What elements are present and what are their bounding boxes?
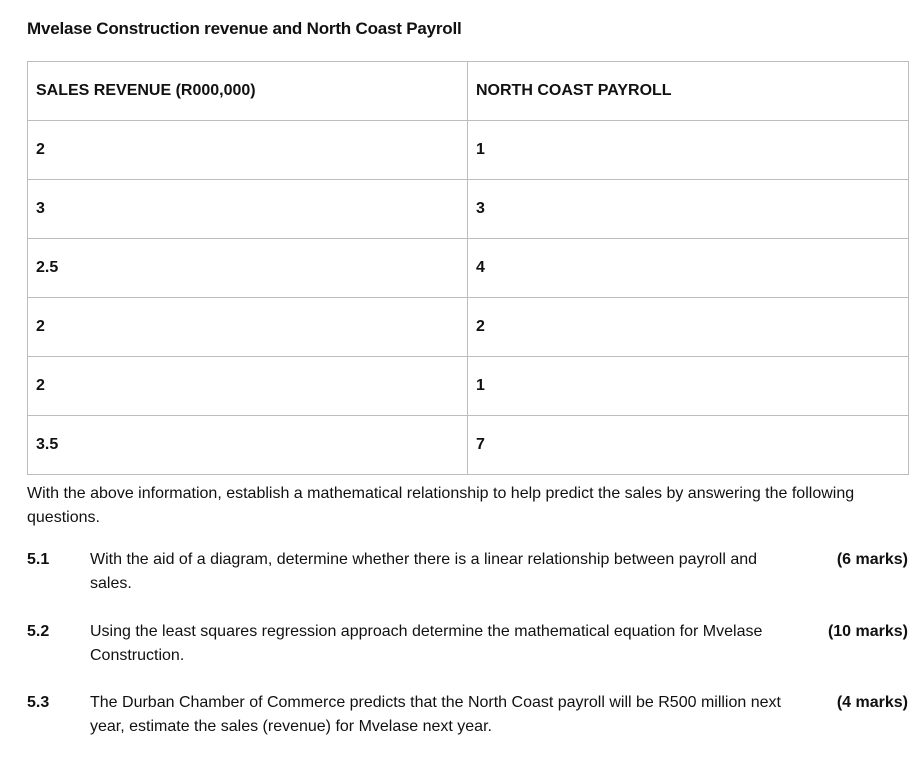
- cell-sales: 3: [28, 180, 468, 239]
- cell-sales: 2: [28, 357, 468, 416]
- question-number: 5.2: [27, 623, 50, 640]
- header-north-coast-payroll: NORTH COAST PAYROLL: [468, 62, 909, 121]
- cell-payroll: 3: [468, 180, 909, 239]
- header-sales-revenue: SALES REVENUE (R000,000): [28, 62, 468, 121]
- question-text: The Durban Chamber of Commerce predicts that the North Coast payroll will be R500 million next year, estimate the sales (revenue) for Mvelase next year.: [90, 694, 781, 735]
- cell-sales: 3.5: [28, 416, 468, 475]
- question-marks: (6 marks): [836, 551, 908, 568]
- table-row: [28, 121, 909, 180]
- cell-payroll: 4: [468, 239, 909, 298]
- cell-sales: 2: [28, 298, 468, 357]
- table-row: [28, 298, 909, 357]
- question-marks: (4 marks): [836, 694, 908, 711]
- question-marks: (10 marks): [827, 623, 908, 640]
- intro-paragraph: With the above information, establish a mathematical relationship to help predict the sales by answering the following questions.: [27, 485, 855, 526]
- data-table: [27, 61, 909, 475]
- cell-payroll: 1: [468, 357, 909, 416]
- question-text: With the aid of a diagram, determine whether there is a linear relationship between payroll and sales.: [90, 551, 758, 592]
- cell-payroll: 1: [468, 121, 909, 180]
- table-row: [28, 180, 909, 239]
- cell-payroll: 2: [468, 298, 909, 357]
- table-row: [28, 357, 909, 416]
- cell-sales: 2.5: [28, 239, 468, 298]
- cell-payroll: 7: [468, 416, 909, 475]
- question-number: 5.3: [27, 694, 50, 711]
- table-row: [28, 416, 909, 475]
- table-header-row: [28, 62, 909, 121]
- question-number: 5.1: [27, 551, 50, 568]
- table-row: [28, 239, 909, 298]
- question-text: Using the least squares regression approach determine the mathematical equation for Mvelase Construction.: [90, 623, 763, 664]
- document-title: Mvelase Construction revenue and North Coast Payroll: [27, 19, 462, 38]
- cell-sales: 2: [28, 121, 468, 180]
